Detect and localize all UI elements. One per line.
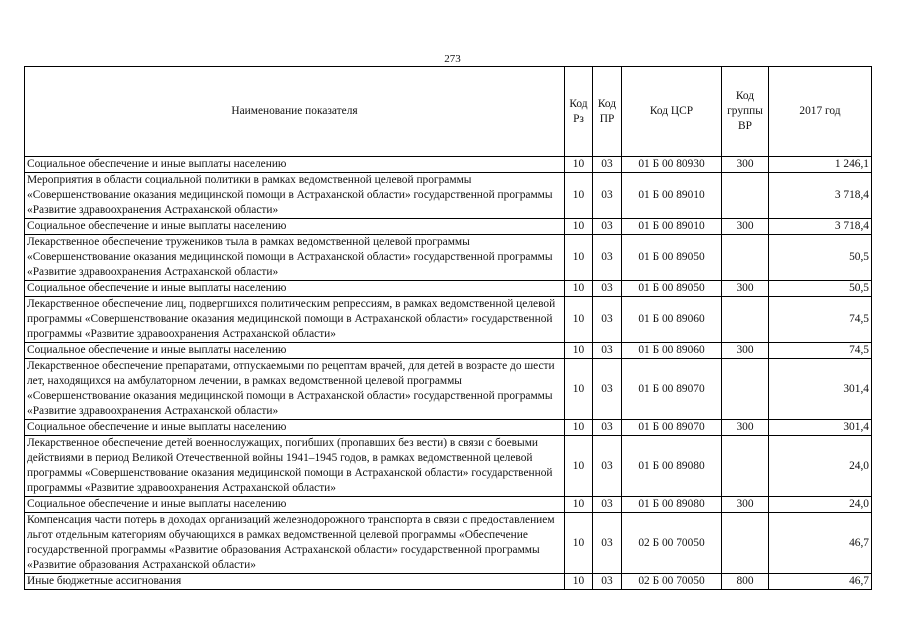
table-row (25, 343, 872, 359)
table-header-row (25, 67, 872, 157)
table-row (25, 281, 872, 297)
row-name: Социальное обеспечение и иные выплаты населению (25, 281, 565, 297)
header-year: 2017 год (769, 67, 872, 157)
row-pr: 03 (593, 297, 622, 343)
row-name: Лекарственное обеспечение детей военнослужащих, погибших (пропавших без вести) в связи с боевыми действиями в период Великой Отечественной войны 1941–1945 годов, в рамках ведомственной целевой программы «Совершенствование оказания медицинской помощи в Астраханской области» государственной программы «Развитие здравоохранения Астраханской области» (25, 436, 565, 497)
table-row (25, 235, 872, 281)
header-vr: Код группы ВР (722, 67, 769, 157)
row-vr: 300 (722, 343, 769, 359)
table-row (25, 359, 872, 420)
row-csr: 01 Б 00 89070 (622, 359, 722, 420)
row-rz: 10 (565, 281, 593, 297)
row-vr (722, 235, 769, 281)
row-csr: 01 Б 00 89060 (622, 297, 722, 343)
row-rz: 10 (565, 173, 593, 219)
row-rz: 10 (565, 297, 593, 343)
row-vr (722, 173, 769, 219)
table-row (25, 574, 872, 590)
row-value: 24,0 (769, 497, 872, 513)
row-vr (722, 513, 769, 574)
row-name: Лекарственное обеспечение лиц, подвергшихся политическим репрессиям, в рамках ведомственной целевой программы «Совершенствование оказания медицинской помощи в Астраханской области» государственной программы «Развитие здравоохранения Астраханской области» (25, 297, 565, 343)
row-vr (722, 436, 769, 497)
row-vr: 300 (722, 420, 769, 436)
row-value: 46,7 (769, 513, 872, 574)
row-pr: 03 (593, 281, 622, 297)
row-value: 3 718,4 (769, 173, 872, 219)
row-name: Компенсация части потерь в доходах организаций железнодорожного транспорта в связи с предоставлением льгот отдельным категориям обучающихся в рамках ведомственной целевой программы «Обеспечение государственной программы «Развитие образования Астраханской области» государственной программы «Развитие образования Астраханской области» (25, 513, 565, 574)
table-row (25, 297, 872, 343)
row-value: 3 718,4 (769, 219, 872, 235)
row-rz: 10 (565, 420, 593, 436)
row-csr: 01 Б 00 89060 (622, 343, 722, 359)
row-pr: 03 (593, 157, 622, 173)
row-pr: 03 (593, 513, 622, 574)
row-pr: 03 (593, 420, 622, 436)
row-name: Мероприятия в области социальной политики в рамках ведомственной целевой программы «Совершенствование оказания медицинской помощи в Астраханской области» государственной программы «Развитие здравоохранения Астраханской области» (25, 173, 565, 219)
row-pr: 03 (593, 235, 622, 281)
row-vr: 300 (722, 497, 769, 513)
row-csr: 01 Б 00 80930 (622, 157, 722, 173)
row-name: Социальное обеспечение и иные выплаты населению (25, 157, 565, 173)
row-vr: 300 (722, 281, 769, 297)
row-name: Иные бюджетные ассигнования (25, 574, 565, 590)
row-csr: 01 Б 00 89080 (622, 497, 722, 513)
row-name: Социальное обеспечение и иные выплаты населению (25, 219, 565, 235)
row-csr: 01 Б 00 89050 (622, 235, 722, 281)
row-name: Социальное обеспечение и иные выплаты населению (25, 420, 565, 436)
row-value: 74,5 (769, 297, 872, 343)
row-rz: 10 (565, 513, 593, 574)
header-name: Наименование показателя (25, 67, 565, 157)
row-csr: 02 Б 00 70050 (622, 574, 722, 590)
row-pr: 03 (593, 343, 622, 359)
row-vr: 300 (722, 219, 769, 235)
row-csr: 02 Б 00 70050 (622, 513, 722, 574)
table-row (25, 219, 872, 235)
row-value: 50,5 (769, 281, 872, 297)
row-value: 301,4 (769, 359, 872, 420)
row-rz: 10 (565, 157, 593, 173)
row-csr: 01 Б 00 89010 (622, 219, 722, 235)
table-row (25, 436, 872, 497)
row-rz: 10 (565, 235, 593, 281)
row-vr: 800 (722, 574, 769, 590)
row-value: 46,7 (769, 574, 872, 590)
row-pr: 03 (593, 497, 622, 513)
row-value: 74,5 (769, 343, 872, 359)
row-csr: 01 Б 00 89050 (622, 281, 722, 297)
row-pr: 03 (593, 436, 622, 497)
row-csr: 01 Б 00 89010 (622, 173, 722, 219)
table-row (25, 513, 872, 574)
table-row (25, 420, 872, 436)
row-name: Социальное обеспечение и иные выплаты населению (25, 497, 565, 513)
row-pr: 03 (593, 173, 622, 219)
page-number: 273 (444, 53, 461, 65)
table-row (25, 497, 872, 513)
table-row (25, 157, 872, 173)
row-rz: 10 (565, 436, 593, 497)
row-name: Лекарственное обеспечение тружеников тыла в рамках ведомственной целевой программы «Совершенствование оказания медицинской помощи в Астраханской области» государственной программы «Развитие здравоохранения Астраханской области» (25, 235, 565, 281)
row-pr: 03 (593, 574, 622, 590)
row-csr: 01 Б 00 89080 (622, 436, 722, 497)
header-pr: Код ПР (593, 67, 622, 157)
row-name: Лекарственное обеспечение препаратами, отпускаемыми по рецептам врачей, для детей в возрасте до шести лет, находящихся на амбулаторном лечении, в рамках ведомственной целевой программы «Совершенствование оказания медицинской помощи в Астраханской области» государственной программы «Развитие здравоохранения Астраханской области» (25, 359, 565, 420)
row-value: 50,5 (769, 235, 872, 281)
row-name: Социальное обеспечение и иные выплаты населению (25, 343, 565, 359)
header-csr: Код ЦСР (622, 67, 722, 157)
row-rz: 10 (565, 574, 593, 590)
row-rz: 10 (565, 219, 593, 235)
row-value: 24,0 (769, 436, 872, 497)
table-row (25, 173, 872, 219)
row-vr (722, 359, 769, 420)
row-csr: 01 Б 00 89070 (622, 420, 722, 436)
row-rz: 10 (565, 497, 593, 513)
row-vr: 300 (722, 157, 769, 173)
row-vr (722, 297, 769, 343)
row-value: 301,4 (769, 420, 872, 436)
row-pr: 03 (593, 219, 622, 235)
row-pr: 03 (593, 359, 622, 420)
header-rz: Код Рз (565, 67, 593, 157)
budget-table (24, 66, 872, 590)
row-rz: 10 (565, 359, 593, 420)
row-rz: 10 (565, 343, 593, 359)
row-value: 1 246,1 (769, 157, 872, 173)
